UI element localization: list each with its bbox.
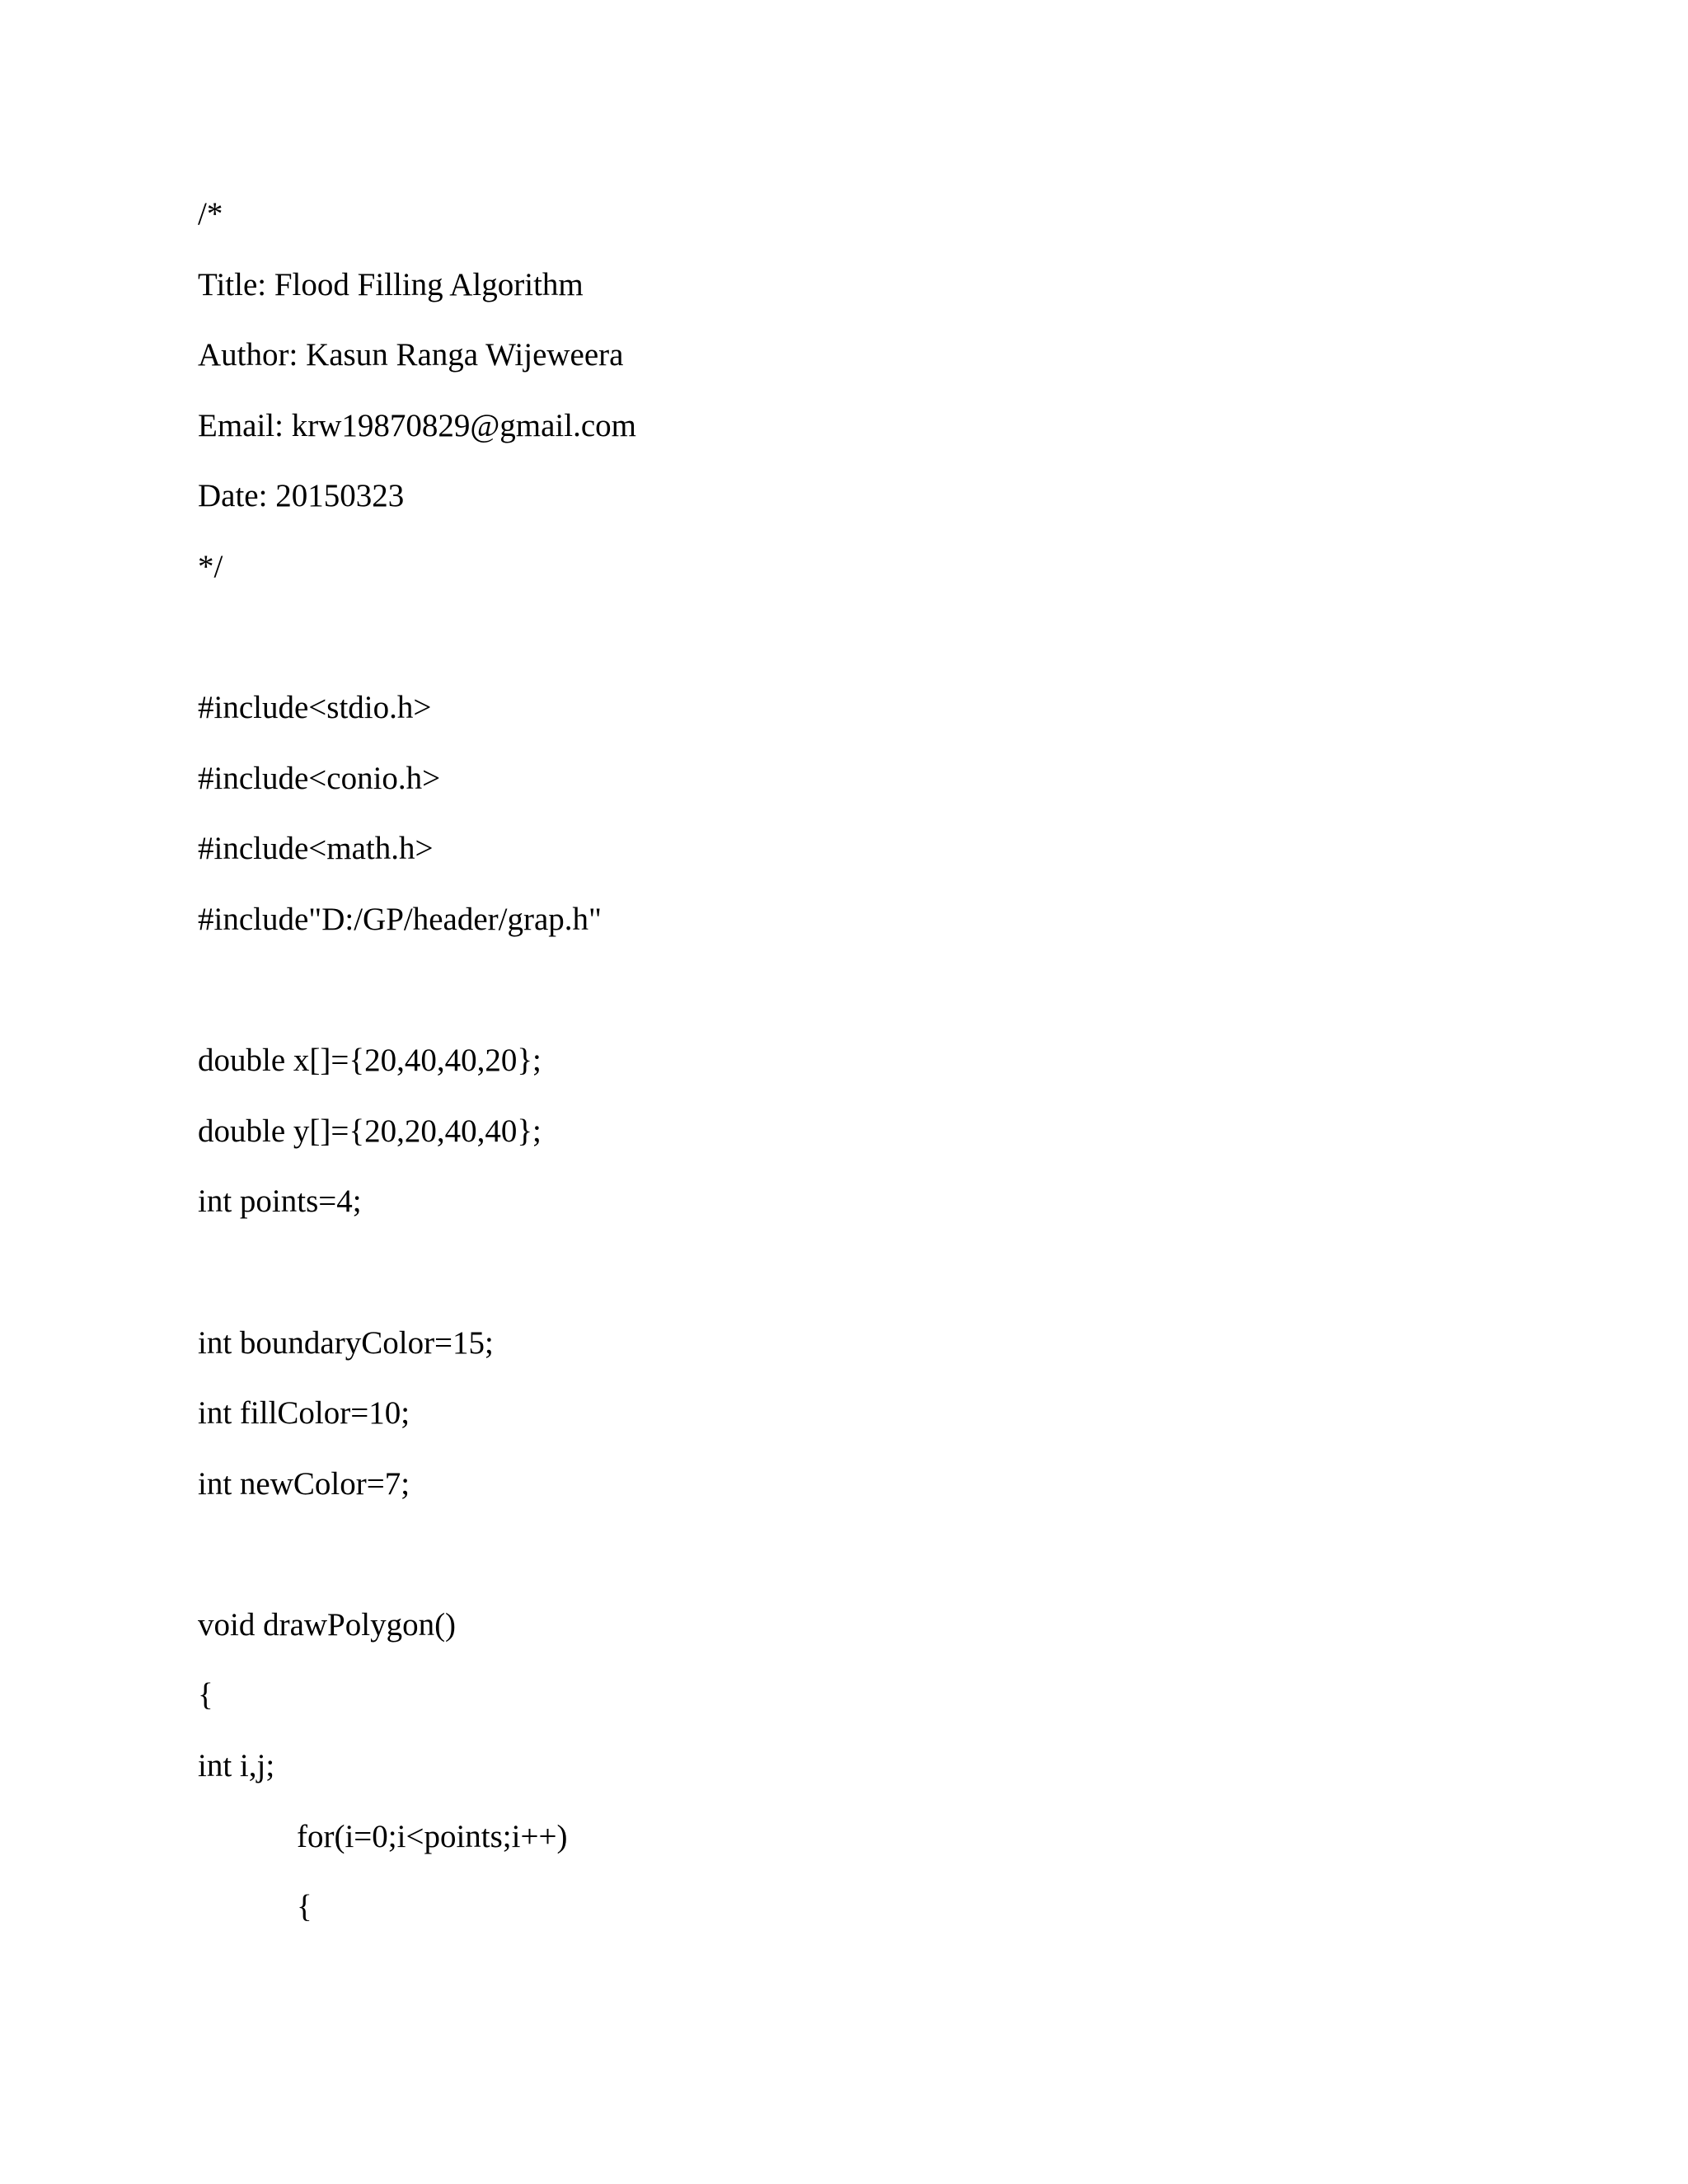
code-line: int points=4; (198, 1183, 362, 1220)
code-line: Title: Flood Filling Algorithm (198, 266, 584, 302)
code-line: Email: krw19870829@gmail.com (198, 407, 637, 443)
code-line: { (297, 1889, 312, 1925)
code-line: int newColor=7; (198, 1465, 410, 1502)
code-line: int fillColor=10; (198, 1395, 410, 1432)
code-listing (198, 194, 636, 1957)
code-line: Author: Kasun Ranga Wijeweera (198, 337, 624, 373)
blank-line (198, 617, 636, 688)
code-line: int i,j; (198, 1748, 275, 1784)
code-line: for(i=0;i<points;i++) (297, 1818, 568, 1854)
code-line: #include"D:/GP/header/grap.h" (198, 901, 602, 937)
code-line: /* (198, 196, 223, 232)
code-line: #include<conio.h> (198, 760, 441, 796)
blank-line (198, 1534, 636, 1605)
blank-line (198, 1252, 636, 1323)
code-line: void drawPolygon() (198, 1606, 457, 1643)
code-line: double x[]={20,40,40,20}; (198, 1043, 542, 1079)
code-line: double y[]={20,20,40,40}; (198, 1113, 542, 1149)
code-line: Date: 20150323 (198, 478, 405, 514)
blank-line (198, 970, 636, 1041)
code-line: { (198, 1677, 213, 1713)
code-line: int boundaryColor=15; (198, 1324, 494, 1361)
code-line: */ (198, 548, 223, 584)
code-line: #include<stdio.h> (198, 690, 432, 726)
code-line: #include<math.h> (198, 831, 434, 867)
